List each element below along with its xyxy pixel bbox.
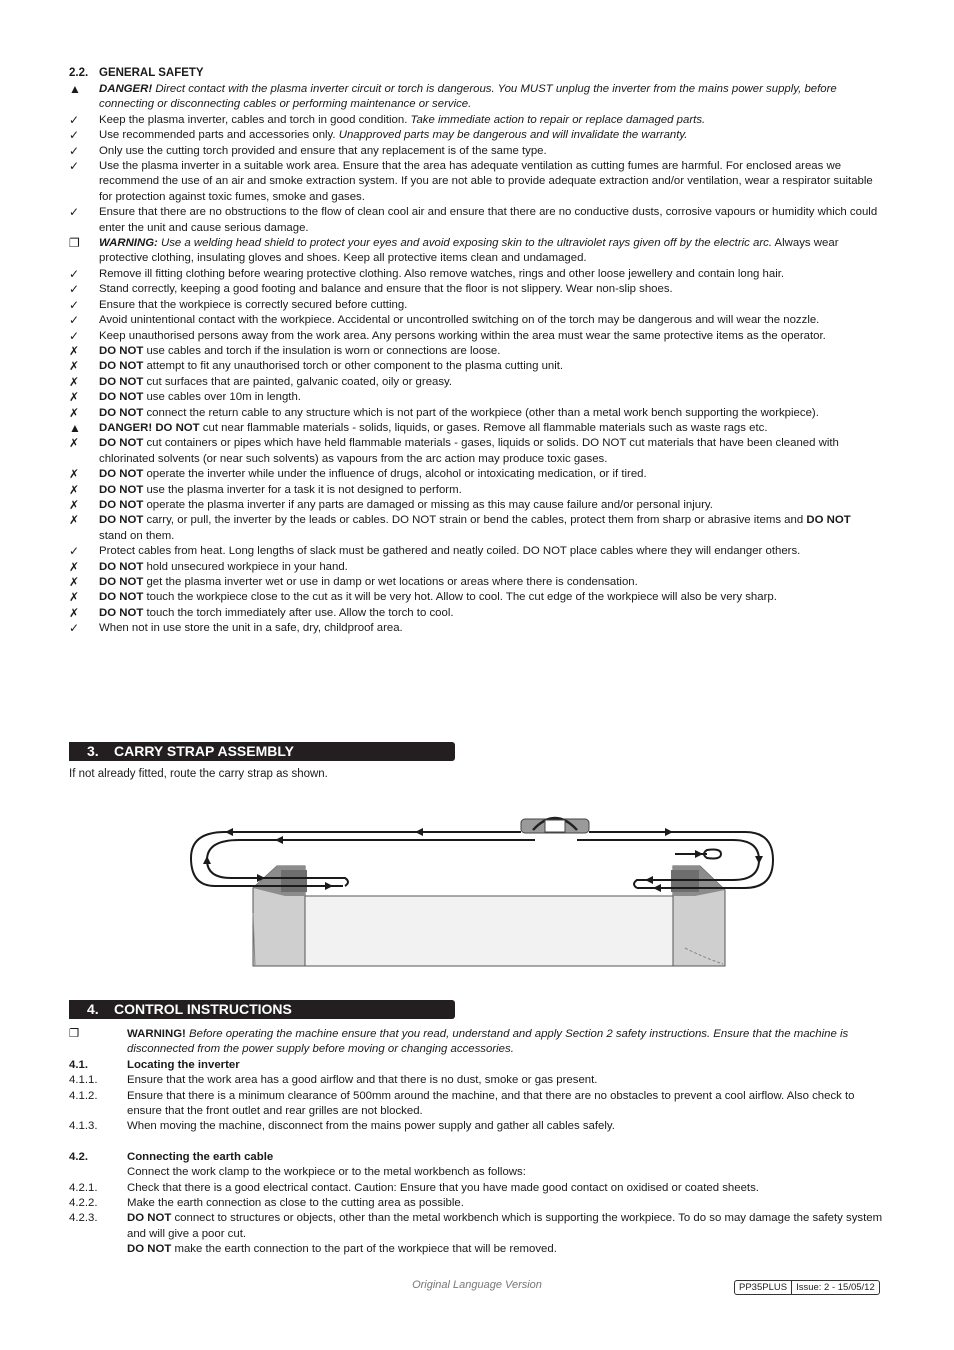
section-number: 2.2. bbox=[69, 67, 89, 79]
final-note-bold: DO NOT bbox=[127, 1243, 172, 1256]
safety-text-part: stand on them. bbox=[99, 529, 175, 542]
safety-symbol: ✓ bbox=[69, 112, 80, 127]
section-3-header bbox=[69, 742, 455, 761]
section-title: CARRY STRAP ASSEMBLY bbox=[114, 743, 294, 759]
carry-strap-diagram bbox=[185, 808, 785, 968]
safety-item bbox=[69, 513, 881, 544]
safety-symbol: ✗ bbox=[69, 482, 80, 497]
final-note-text: make the earth connection to the part of the workpiece that will be removed. bbox=[171, 1243, 557, 1256]
safety-symbol: ✓ bbox=[69, 544, 80, 559]
safety-item bbox=[69, 498, 881, 513]
instruction-bold: DO NOT bbox=[127, 1212, 172, 1225]
safety-text-part: Keep the plasma inverter, cables and torch in good condition. bbox=[99, 113, 411, 126]
section-4-header bbox=[69, 1000, 455, 1019]
instruction-item bbox=[69, 1089, 884, 1120]
section-number: 4. bbox=[87, 1001, 99, 1017]
safety-text-part: carry, or pull, the inverter by the leads or cables. DO NOT strain or bend the cables, protect them from sharp or abrasive items and bbox=[143, 514, 807, 527]
safety-text bbox=[99, 113, 881, 128]
instruction-item bbox=[69, 1211, 884, 1242]
instruction-body: Ensure that there is a minimum clearance of 500mm around the machine, and that there are no obstacles to prevent a cool airflow. Also check to ensure that the front outlet and rear grilles are not blocked. bbox=[127, 1089, 855, 1118]
safety-text-part: DO NOT bbox=[99, 591, 144, 604]
list-4-2 bbox=[69, 1181, 884, 1243]
final-note bbox=[69, 1242, 884, 1257]
safety-item bbox=[69, 113, 881, 128]
safety-text-part: cut containers or pipes which have held flammable materials - gases, liquids or solids. DO NOT cut materials that have been cleaned with chlorinated solvents (or near such solvents) as vapours from the arc action may produce toxic gases. bbox=[99, 437, 839, 465]
section-2-2-heading bbox=[69, 67, 204, 79]
safety-text-part: Avoid unintentional contact with the workpiece. Accidental or uncontrolled switching on of the torch may be dangerous and will wear the nozzle. bbox=[99, 314, 820, 327]
safety-symbol: ✓ bbox=[69, 128, 80, 143]
instruction-text bbox=[127, 1119, 884, 1134]
safety-text bbox=[99, 421, 881, 436]
safety-text bbox=[99, 575, 881, 590]
safety-text bbox=[99, 282, 881, 297]
safety-symbol: ✓ bbox=[69, 328, 80, 343]
safety-symbol: ✗ bbox=[69, 467, 80, 482]
safety-text-part: use cables and torch if the insulation is worn or connections are loose. bbox=[143, 344, 501, 357]
safety-symbol: ✗ bbox=[69, 405, 80, 420]
safety-text-part: DO NOT bbox=[99, 360, 144, 373]
subsection-title: Locating the inverter bbox=[127, 1058, 240, 1071]
safety-item bbox=[69, 560, 881, 575]
instruction-number: 4.2.2. bbox=[69, 1197, 98, 1210]
warning-text: Before operating the machine ensure that you read, understand and apply Section 2 safety instructions. Ensure that the machine is disconnected from the power supply before moving or changing accessories. bbox=[127, 1028, 849, 1056]
safety-text-part: Protect cables from heat. Long lengths of slack must be gathered and neatly coiled. DO NOT place cables where they will endanger others. bbox=[99, 545, 801, 558]
list-4-1 bbox=[69, 1073, 884, 1135]
warning-row bbox=[69, 1027, 884, 1058]
safety-symbol: ✓ bbox=[69, 282, 80, 297]
safety-item bbox=[69, 298, 881, 313]
safety-item bbox=[69, 544, 881, 559]
safety-item bbox=[69, 467, 881, 482]
safety-text-part: Only use the cutting torch provided and ensure that any replacement is of the same type. bbox=[99, 144, 547, 157]
instruction-item bbox=[69, 1196, 884, 1211]
instruction-text bbox=[127, 1211, 884, 1242]
safety-text-part: DO NOT bbox=[99, 375, 144, 388]
safety-text bbox=[99, 359, 881, 374]
safety-text-part: DO NOT bbox=[99, 576, 144, 588]
safety-text bbox=[99, 467, 881, 482]
instruction-body: When moving the machine, disconnect from the mains power supply and gather all cables safely. bbox=[127, 1120, 615, 1133]
safety-text-part: DO NOT bbox=[99, 391, 144, 404]
safety-item bbox=[69, 375, 881, 390]
subsection-4-1-heading bbox=[69, 1058, 884, 1073]
safety-text-part: operate the inverter while under the influence of drugs, alcohol or intoxicating medication, or if tired. bbox=[143, 468, 647, 481]
safety-text-part: Use the plasma inverter in a suitable work area. Ensure that the area has adequate ventilation as cutting fumes are harmful. For enclosed areas we recommend the use of an air and smoke extraction system. If you are not able to provide adequate extraction and/or ventilation, wear a respirator suitable for protection against toxic fumes, smoke and gases. bbox=[99, 160, 873, 203]
safety-text-part: get the plasma inverter wet or use in damp or wet locations or areas where there is condensation. bbox=[143, 576, 638, 588]
instruction-item bbox=[69, 1181, 884, 1196]
safety-text bbox=[99, 498, 881, 513]
safety-item bbox=[69, 575, 881, 590]
safety-item bbox=[69, 282, 881, 297]
safety-symbol: ✗ bbox=[69, 390, 80, 405]
safety-symbol: ✗ bbox=[69, 359, 80, 374]
control-instructions bbox=[69, 1027, 884, 1258]
safety-item bbox=[69, 436, 881, 467]
safety-text-part: DO NOT bbox=[99, 483, 144, 496]
safety-item bbox=[69, 421, 881, 436]
safety-symbol: ✗ bbox=[69, 575, 80, 589]
instruction-text bbox=[127, 1196, 884, 1211]
safety-item bbox=[69, 144, 881, 159]
safety-item bbox=[69, 483, 881, 498]
safety-text bbox=[99, 313, 881, 328]
safety-symbol: ✓ bbox=[69, 159, 80, 174]
safety-item bbox=[69, 390, 881, 405]
safety-text bbox=[99, 205, 881, 236]
safety-text bbox=[99, 390, 881, 405]
safety-text-part: cut near flammable materials - solids, liquids, or gases. Remove all flammable materials such as waste rags etc. bbox=[199, 421, 768, 434]
safety-text-part: DO NOT bbox=[99, 560, 144, 573]
safety-symbol: ✗ bbox=[69, 497, 80, 512]
safety-text-part: WARNING: bbox=[99, 237, 158, 250]
safety-text-part: touch the torch immediately after use. Allow the torch to cool. bbox=[143, 606, 454, 619]
safety-symbol: ✓ bbox=[69, 297, 80, 312]
safety-text-part: Keep unauthorised persons away from the work area. Any persons working within the area must wear the same protective items as the operator. bbox=[99, 329, 826, 342]
safety-item bbox=[69, 329, 881, 344]
safety-text-part: connect the return cable to any structure which is not part of the workpiece (other than a metal work bench supporting the workpiece). bbox=[143, 406, 819, 419]
safety-text bbox=[99, 513, 881, 544]
safety-item bbox=[69, 128, 881, 143]
safety-symbol: ✓ bbox=[69, 266, 80, 281]
safety-text bbox=[99, 298, 881, 313]
safety-text bbox=[99, 406, 881, 421]
safety-text-part: When not in use store the unit in a safe, dry, childproof area. bbox=[99, 622, 403, 635]
safety-text bbox=[99, 236, 881, 267]
safety-list bbox=[69, 82, 881, 637]
subsection-number: 4.1. bbox=[69, 1058, 88, 1071]
safety-text-part: touch the workpiece close to the cut as it will be very hot. Allow to cool. The cut edge of the workpiece will also be very sharp. bbox=[143, 591, 777, 604]
safety-text-part: DANGER! bbox=[99, 83, 153, 95]
warning-label: WARNING! bbox=[127, 1028, 186, 1040]
safety-text-part: Unapproved parts may be dangerous and will invalidate the warranty. bbox=[338, 129, 688, 142]
safety-symbol: ❐ bbox=[69, 236, 80, 251]
safety-text-part: DO NOT bbox=[99, 406, 144, 419]
safety-symbol: ✓ bbox=[69, 313, 80, 328]
safety-text-part: cut surfaces that are painted, galvanic coated, oily or greasy. bbox=[143, 375, 453, 388]
safety-text bbox=[99, 621, 881, 636]
instruction-body: Make the earth connection as close to the cutting area as possible. bbox=[127, 1197, 464, 1210]
carry-strap-intro: If not already fitted, route the carry strap as shown. bbox=[69, 768, 328, 780]
safety-item bbox=[69, 82, 881, 113]
safety-text bbox=[99, 267, 881, 282]
safety-text-part: DO NOT bbox=[806, 514, 851, 527]
instruction-number: 4.2.3. bbox=[69, 1212, 98, 1225]
section-number: 3. bbox=[87, 743, 99, 759]
safety-text-part: hold unsecured workpiece in your hand. bbox=[143, 560, 348, 573]
safety-symbol: ✓ bbox=[69, 143, 80, 158]
safety-text bbox=[99, 375, 881, 390]
instruction-item bbox=[69, 1073, 884, 1088]
safety-text-part: Take immediate action to repair or replace damaged parts. bbox=[410, 113, 706, 126]
safety-item bbox=[69, 590, 881, 605]
safety-symbol: ▲ bbox=[69, 82, 81, 96]
safety-text bbox=[99, 436, 881, 467]
safety-text bbox=[99, 544, 881, 559]
safety-text-part: Ensure that there are no obstructions to the flow of clean cool air and ensure that there are no conductive dusts, corrosive vapours or humidity which could enter the unit and cause serious damage. bbox=[99, 206, 878, 234]
safety-text-part: operate the plasma inverter if any parts are damaged or missing as this may cause failure and/or personal injury. bbox=[143, 498, 713, 511]
safety-text bbox=[99, 329, 881, 344]
safety-symbol: ▲ bbox=[69, 420, 81, 435]
instruction-body: connect to structures or objects, other than the metal workbench which is supporting the workpiece. To do so may damage the safety system and will give a poor cut. bbox=[127, 1212, 883, 1240]
safety-text-part: Stand correctly, keeping a good footing and balance and ensure that the floor is not slippery. Wear non-slip shoes. bbox=[99, 283, 673, 296]
safety-symbol: ✗ bbox=[69, 559, 80, 574]
safety-item bbox=[69, 344, 881, 359]
safety-text-part: use the plasma inverter for a task it is not designed to perform. bbox=[143, 483, 462, 496]
safety-symbol: ✗ bbox=[69, 374, 80, 389]
section-title: CONTROL INSTRUCTIONS bbox=[114, 1001, 292, 1017]
safety-symbol: ✓ bbox=[69, 621, 80, 636]
safety-text bbox=[99, 159, 881, 205]
safety-symbol: ✗ bbox=[69, 436, 80, 451]
safety-text-part: Remove ill fitting clothing before wearing protective clothing. Also remove watches, rings and other loose jewellery and contain long hair. bbox=[99, 267, 785, 280]
safety-text-part: Use a welding head shield to protect your eyes and avoid exposing skin to the ultraviolet rays given off by the electric arc. bbox=[157, 237, 773, 250]
safety-item bbox=[69, 359, 881, 374]
instruction-number: 4.1.1. bbox=[69, 1074, 98, 1087]
safety-text-part: DANGER! DO NOT bbox=[99, 421, 200, 434]
safety-text bbox=[99, 606, 881, 621]
safety-text-part: use cables over 10m in length. bbox=[143, 391, 301, 404]
safety-text-part: DO NOT bbox=[99, 606, 144, 619]
safety-text bbox=[99, 144, 881, 159]
instruction-number: 4.1.3. bbox=[69, 1120, 98, 1133]
safety-text-part: Ensure that the workpiece is correctly secured before cutting. bbox=[99, 298, 408, 311]
instruction-text bbox=[127, 1089, 884, 1120]
safety-text-part: DO NOT bbox=[99, 437, 144, 450]
safety-text-part: attempt to fit any unauthorised torch or other component to the plasma cutting unit. bbox=[143, 360, 564, 373]
footer-code-box bbox=[734, 1280, 880, 1295]
subsection-4-2-heading bbox=[69, 1150, 884, 1165]
warning-symbol: ❐ bbox=[69, 1028, 80, 1040]
subsection-4-2-intro bbox=[69, 1165, 884, 1180]
safety-text-part: DO NOT bbox=[99, 498, 144, 511]
instruction-body: Ensure that the work area has a good airflow and that there is no dust, smoke or gas present. bbox=[127, 1074, 598, 1087]
subsection-number: 4.2. bbox=[69, 1150, 88, 1163]
safety-item bbox=[69, 159, 881, 205]
safety-text bbox=[99, 560, 881, 575]
safety-item bbox=[69, 313, 881, 328]
safety-text-part: Use recommended parts and accessories only. bbox=[99, 129, 339, 142]
instruction-number: 4.2.1. bbox=[69, 1181, 98, 1194]
instruction-item bbox=[69, 1119, 884, 1134]
safety-text bbox=[99, 344, 881, 359]
intro-text: Connect the work clamp to the workpiece or to the metal workbench as follows: bbox=[127, 1166, 526, 1179]
safety-symbol: ✗ bbox=[69, 590, 80, 605]
instruction-body: Check that there is a good electrical contact. Caution: Ensure that you have made good contact on oxidised or coated sheets. bbox=[127, 1181, 759, 1194]
footer-issue: Issue: 2 - 15/05/12 bbox=[796, 1282, 875, 1293]
instruction-text bbox=[127, 1073, 884, 1088]
section-title: GENERAL SAFETY bbox=[99, 67, 204, 79]
safety-text-part: Always wear protective clothing, insulating gloves and shoes. Keep all protective items clean and undamaged. bbox=[99, 237, 839, 265]
safety-text-part: DO NOT bbox=[99, 514, 144, 527]
safety-symbol: ✗ bbox=[69, 605, 80, 620]
safety-text-part: Direct contact with the plasma inverter circuit or torch is dangerous. You MUST unplug the inverter from the mains power supply, before connecting or disconnecting cables or performing maintenance or service. bbox=[99, 83, 837, 111]
instruction-text bbox=[127, 1181, 884, 1196]
safety-symbol: ✓ bbox=[69, 205, 80, 220]
safety-item bbox=[69, 406, 881, 421]
safety-symbol: ✗ bbox=[69, 343, 80, 358]
safety-text-part: DO NOT bbox=[99, 468, 144, 481]
strap-buckle bbox=[521, 818, 589, 833]
safety-item bbox=[69, 267, 881, 282]
safety-symbol: ✗ bbox=[69, 513, 80, 528]
safety-text bbox=[99, 483, 881, 498]
safety-text-part: DO NOT bbox=[99, 344, 144, 357]
footer-language: Original Language Version bbox=[412, 1279, 542, 1291]
safety-text bbox=[99, 590, 881, 605]
safety-item bbox=[69, 205, 881, 236]
safety-text bbox=[99, 82, 881, 113]
instruction-number: 4.1.2. bbox=[69, 1089, 98, 1102]
footer-model: PP35PLUS bbox=[739, 1282, 788, 1293]
safety-text bbox=[99, 128, 881, 143]
subsection-title: Connecting the earth cable bbox=[127, 1150, 274, 1163]
safety-item bbox=[69, 621, 881, 636]
safety-item bbox=[69, 236, 881, 267]
safety-item bbox=[69, 606, 881, 621]
